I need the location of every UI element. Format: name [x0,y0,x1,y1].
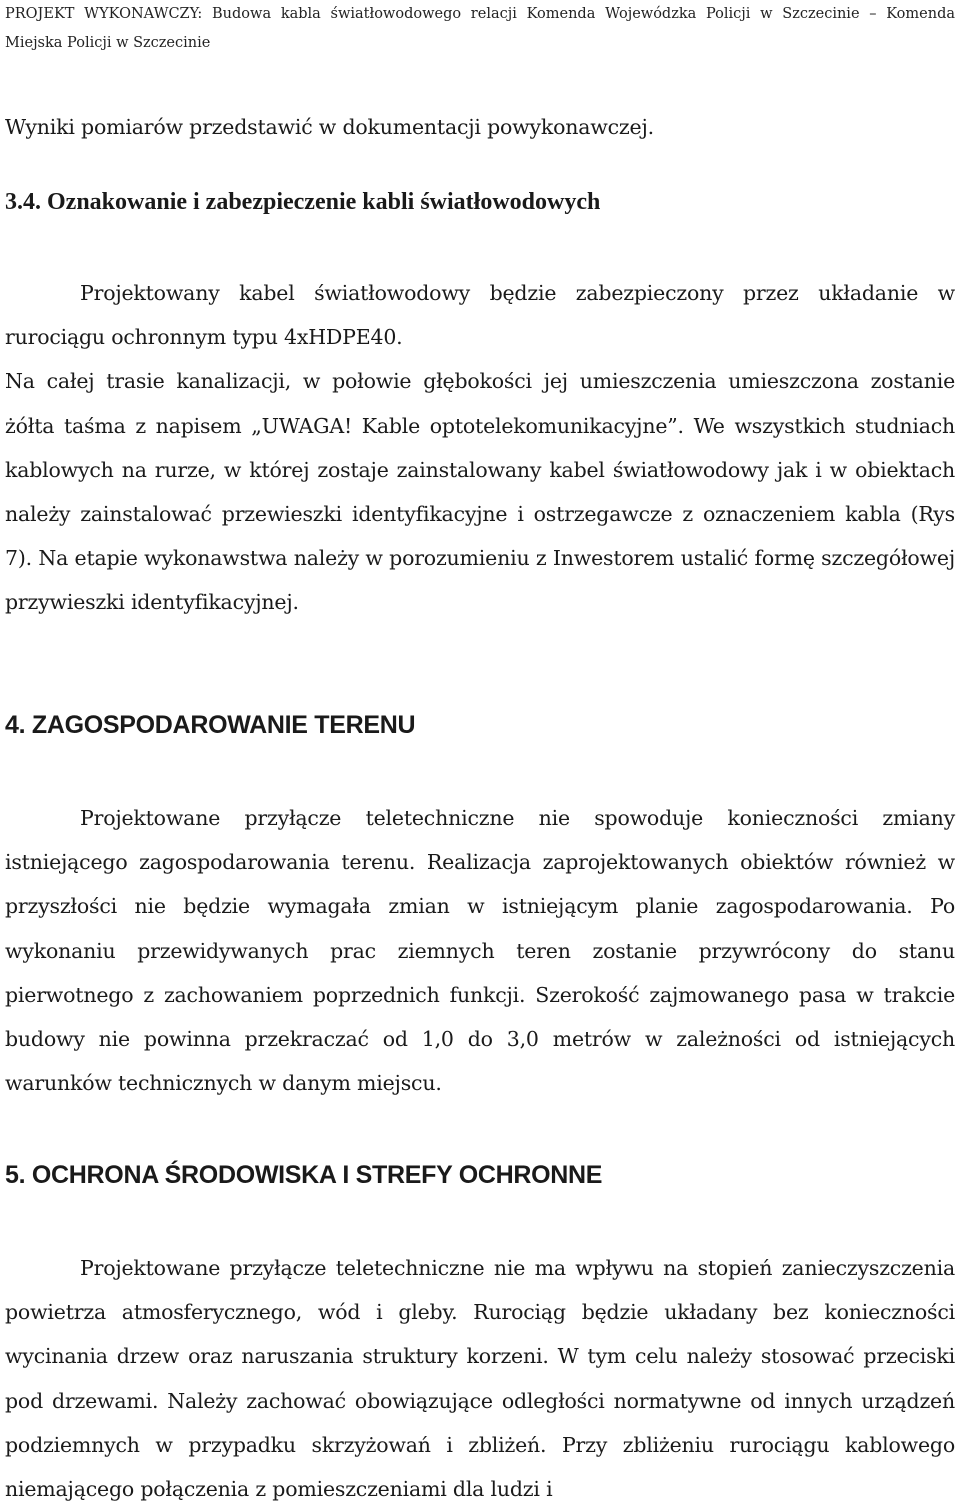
section-3-4-paragraph-1: Projektowany kabel światłowodowy będzie zabezpieczony przez układanie w rurociągu ochronnym typu 4xHDPE40. [5,281,955,350]
document-header: PROJEKT WYKONAWCZY: Budowa kabla światłowodowego relacji Komenda Wojewódzka Policji w Szczecinie – Komenda Miejska Policji w Szczecinie [5,6,955,51]
section-5-body [5,1246,955,1511]
intro-paragraph [5,105,955,149]
section-4-body [5,796,955,1105]
section-3-4-paragraph-2: Na całej trasie kanalizacji, w połowie głębokości jej umieszczenia umieszczona zostanie żółta taśma z napisem „UWAGA! Kable optotelekomunikacyjne”. We wszystkich studniach kablowych na rurze, w której zostaje zainstalowany kabel światłowodowy jak i w obiektach należy zainstalować przewieszki identyfikacyjne i ostrzegawcze z oznaczeniem kabla (Rys 7). Na etapie wykonawstwa należy w porozumieniu z Inwestorem ustalić formę szczegółowej przywieszki identyfikacyjnej. [5,369,955,615]
section-5-paragraph-1: Projektowane przyłącze teletechniczne nie ma wpływu na stopień zanieczyszczenia powietrza atmosferycznego, wód i gleby. Rurociąg będzie układany bez konieczności wycinania drzew oraz naruszania struktury korzeni. W tym celu należy stosować przeciski pod drzewami. Należy zachować obowiązujące odległości normatywne od innych urządzeń podziemnych w przypadku skrzyżowań i zbliżeń. Przy zbliżeniu rurociągu kablowego niemającego połączenia z pomieszczeniami dla ludzi i [5,1256,955,1502]
section-5-heading: 5. OCHRONA ŚRODOWISKA I STREFY OCHRONNE [5,1161,603,1189]
intro-text: Wyniki pomiarów przedstawić w dokumentacji powykonawczej. [5,115,654,139]
section-4-paragraph-1: Projektowane przyłącze teletechniczne nie spowoduje konieczności zmiany istniejącego zagospodarowania terenu. Realizacja zaprojektowanych obiektów również w przyszłości nie będzie wymagała zmian w istniejącym planie zagospodarowania. Po wykonaniu przewidywanych prac ziemnych teren zostanie przywrócony do stanu pierwotnego z zachowaniem poprzednich funkcji. Szerokość zajmowanego pasa w trakcie budowy nie powinna przekraczać od 1,0 do 3,0 metrów w zależności od istniejących warunków technicznych w danym miejscu. [5,806,955,1096]
section-3-4-body [5,271,955,625]
section-3-4-heading: 3.4. Oznakowanie i zabezpieczenie kabli światłowodowych [5,189,601,215]
section-4-heading: 4. ZAGOSPODAROWANIE TERENU [5,711,416,739]
